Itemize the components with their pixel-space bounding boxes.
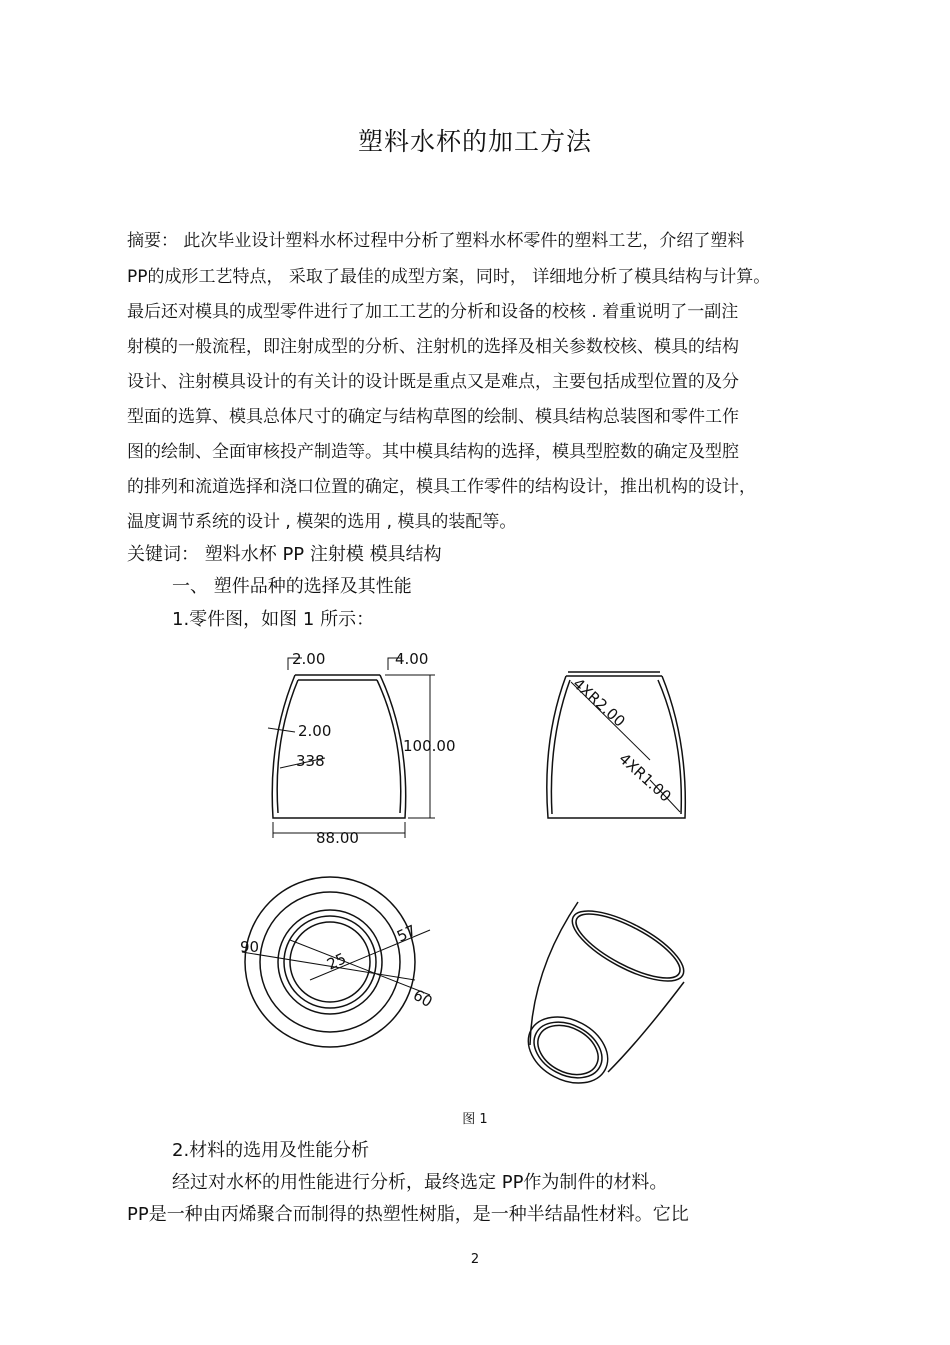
dim-width: 88.00	[316, 829, 359, 847]
dim-height: 100.00	[403, 737, 456, 755]
abstract-line: 图的绘制、全面审核投产制造等。其中模具结构的选择，模具型腔数的确定及型腔	[127, 442, 739, 462]
paragraph: PP是一种由丙烯聚合而制得的热塑性树脂，是一种半结晶性材料。它比	[127, 1204, 689, 1225]
abstract-line: 最后还对模具的成型零件进行了加工工艺的分析和设备的校核 . 着重说明了一副注	[127, 302, 739, 322]
abstract-line: 设计、注射模具设计的有关计的设计既是重点又是难点，主要包括成型位置的及分	[127, 372, 739, 392]
abstract-line: 射模的一般流程，即注射成型的分析、注射机的选择及相关参数校核、模具的结构	[127, 337, 739, 357]
dim-90: 90	[240, 938, 260, 956]
abstract-line: 型面的选算、模具总体尺寸的确定与结构草图的绘制、模具结构总装图和零件工作	[127, 407, 739, 427]
figure-caption: 图 1	[462, 1112, 488, 1127]
dim-top-left: 2.00	[292, 650, 326, 668]
abstract-line: 摘要： 此次毕业设计塑料水杯过程中分析了塑料水杯零件的塑料工艺，介绍了塑料	[127, 231, 745, 251]
dim-25: 25	[324, 949, 349, 974]
radius-top-label: 4XR2.00	[569, 674, 629, 731]
dim-top-right: 4.00	[395, 650, 429, 668]
section-heading: 一、 塑件品种的选择及其性能	[172, 576, 412, 597]
page-number: 2	[470, 1252, 480, 1267]
abstract-line: 的排列和流道选择和浇口位置的确定，模具工作零件的结构设计，推出机构的设计，	[127, 477, 756, 497]
radius-bottom-label: 4XR1.00	[615, 749, 675, 806]
abstract-line: PP的成形工艺特点， 采取了最佳的成型方案，同时， 详细地分析了模具结构与计算。	[127, 267, 771, 287]
dim-wall: 2.00	[298, 722, 332, 740]
paragraph: 经过对水杯的用性能进行分析，最终选定 PP作为制件的材料。	[172, 1172, 668, 1193]
figure-1-drawing	[230, 640, 730, 1100]
abstract-line: 温度调节系统的设计 , 模架的选用 , 模具的装配等。	[127, 512, 517, 532]
isometric-view	[517, 897, 693, 1096]
figure-intro: 1.零件图，如图 1 所示：	[172, 609, 375, 630]
dim-60: 60	[410, 985, 436, 1012]
dim-radius: 338	[296, 752, 325, 770]
section-heading: 2.材料的选用及性能分析	[172, 1140, 370, 1161]
page-title: 塑料水杯的加工方法	[357, 127, 592, 156]
dim-57: 57	[394, 921, 419, 946]
keywords: 关键词： 塑料水杯 PP 注射模 模具结构	[127, 544, 442, 565]
